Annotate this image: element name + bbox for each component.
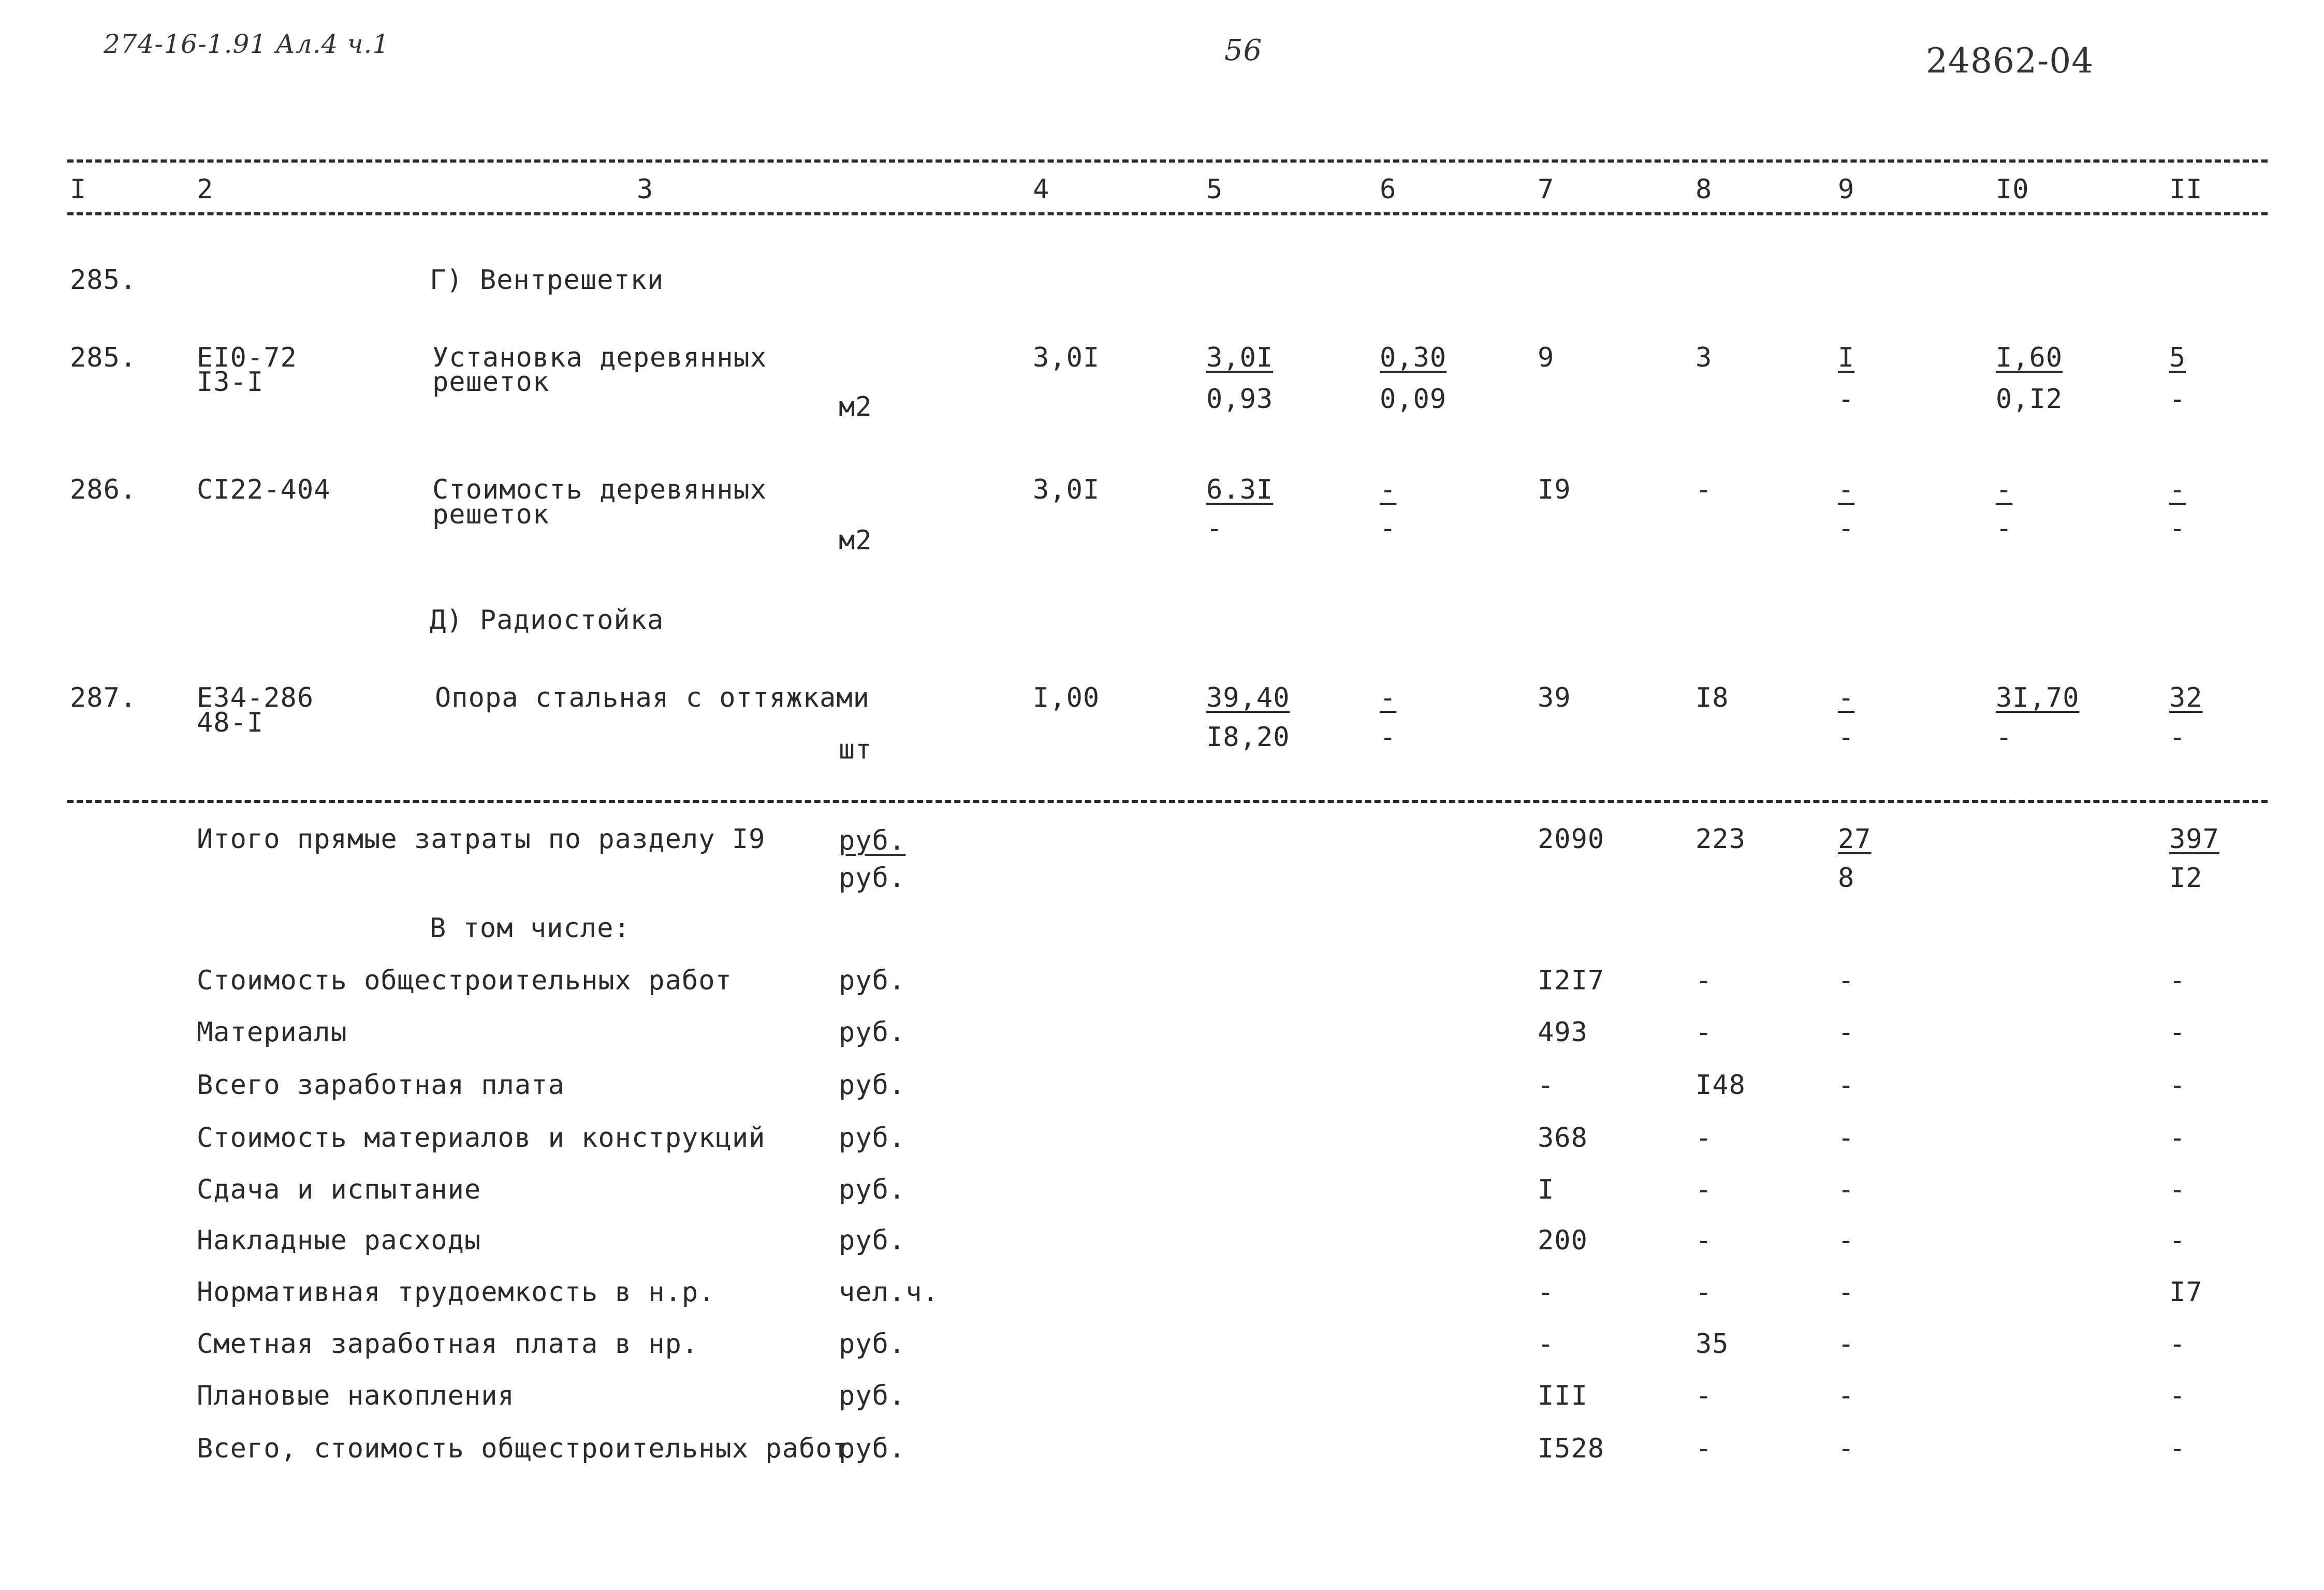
col11-value: 32 [2169,682,2203,713]
summary-col11: - [2169,1329,2186,1360]
summary-col7: - [1538,1070,1555,1101]
summary-unit: руб. [839,965,906,996]
col9-sub: - [1838,513,1855,544]
summary-col7: III [1538,1380,1588,1411]
quantity: 3,0I [1033,342,1100,373]
summary-col8: - [1696,965,1713,996]
summary-col9: - [1838,1174,1855,1205]
column-header: 9 [1838,174,1855,205]
col6-value: - [1380,474,1397,505]
unit: м2 [839,391,872,422]
summary-col8: - [1696,1433,1713,1464]
top-dashed-rule [67,159,2268,163]
summary-col9: - [1838,1380,1855,1411]
summary-unit: чел.ч. [839,1277,939,1308]
col8-value: 3 [1696,342,1713,373]
summary-col8: - [1696,1122,1713,1154]
summary-label: Стоимость общестроительных работ [197,965,732,996]
col7-value: I9 [1538,474,1571,505]
quantity: 3,0I [1033,474,1100,505]
total-col8: 223 [1696,824,1746,855]
summary-col7: - [1538,1277,1555,1308]
summary-unit: руб. [839,1174,906,1205]
summary-label: Накладные расходы [197,1225,481,1256]
total-col11: 397 [2169,824,2219,855]
summary-col8: 35 [1696,1329,1729,1360]
unit: м2 [839,525,872,556]
summary-col11: - [2169,1017,2186,1048]
col7-value: 39 [1538,682,1571,713]
document-number: 24862-04 [1926,41,2094,81]
item-name: Опора стальная с оттяжками [435,682,870,713]
col10-sub: 0,I2 [1996,384,2063,415]
col6-value: - [1380,682,1397,713]
col9-sub: - [1838,722,1855,753]
summary-col8: I48 [1696,1070,1746,1101]
summary-unit: руб. [839,1017,906,1048]
column-header: II [2169,174,2203,205]
total-label: Итого прямые затраты по разделу I9 [197,824,766,855]
summary-col8: - [1696,1017,1713,1048]
column-header: 8 [1696,174,1713,205]
col6-value: 0,30 [1380,342,1447,373]
section-title: Д) Радиостойка [430,605,664,636]
summary-col8: - [1696,1380,1713,1411]
col10-sub: - [1996,722,2013,753]
summary-unit: руб. [839,1070,906,1101]
row-number: 286. [70,474,137,505]
column-header: 4 [1033,174,1050,205]
summary-col7: - [1538,1329,1555,1360]
item-name-cont: решеток [432,367,550,398]
column-header: 5 [1206,174,1223,205]
col11-value: - [2169,474,2186,505]
col11-sub: - [2169,384,2186,415]
norm-code: Е34-286 [197,682,314,713]
summary-label: Всего заработная плата [197,1070,565,1101]
column-header: I0 [1996,174,2029,205]
norm-code-sub: 48-I [197,707,264,738]
col10-value: 3I,70 [1996,682,2080,713]
total-col9-sub: 8 [1838,863,1855,894]
total-unit-sub: руб. [839,863,906,894]
summary-col9: - [1838,1225,1855,1256]
summary-col9: - [1838,1017,1855,1048]
unit-cost-sub: I8,20 [1206,722,1290,753]
summary-col11: - [2169,1174,2186,1205]
summary-unit: руб. [839,1122,906,1154]
summary-col8: - [1696,1174,1713,1205]
summary-col7: I2I7 [1538,965,1605,996]
total-col7: 2090 [1538,824,1605,855]
col6-sub: - [1380,722,1397,753]
unit: шт [839,734,872,765]
summary-col11: - [2169,1070,2186,1101]
page-number: 56 [1224,34,1263,67]
summary-label: Сметная заработная плата в нр. [197,1329,699,1360]
including-label: В том числе: [430,913,631,944]
col9-value: I [1838,342,1855,373]
column-header: I [70,174,87,205]
summary-unit: руб. [839,1225,906,1256]
summary-col11: - [2169,1225,2186,1256]
section-end-dashed-rule [67,800,2268,803]
col10-value: I,60 [1996,342,2063,373]
summary-unit: руб. [839,1380,906,1411]
column-header: 6 [1380,174,1397,205]
summary-label: Стоимость материалов и конструкций [197,1122,766,1154]
col8-value: I8 [1696,682,1729,713]
item-name: Стоимость деревянных [432,474,767,505]
summary-col9: - [1838,1277,1855,1308]
quantity: I,00 [1033,682,1100,713]
col10-sub: - [1996,513,2013,544]
summary-col9: - [1838,1329,1855,1360]
norm-code: ЕI0-72 [197,342,297,373]
norm-code: СI22-404 [197,474,331,505]
total-col11-sub: I2 [2169,863,2203,894]
summary-unit: руб. [839,1433,906,1464]
summary-col9: - [1838,1070,1855,1101]
summary-col7: I528 [1538,1433,1605,1464]
column-header: 3 [637,174,654,205]
summary-col11: - [2169,1380,2186,1411]
summary-col7: 368 [1538,1122,1588,1154]
column-header: 7 [1538,174,1555,205]
col6-sub: 0,09 [1380,384,1447,415]
summary-col7: I [1538,1174,1555,1205]
summary-label: Сдача и испытание [197,1174,481,1205]
col9-sub: - [1838,384,1855,415]
summary-col9: - [1838,1122,1855,1154]
total-unit: руб. [839,825,906,856]
item-name-cont: решеток [432,499,550,530]
summary-unit: руб. [839,1329,906,1360]
col7-value: 9 [1538,342,1555,373]
summary-col11: I7 [2169,1277,2203,1308]
summary-label: Плановые накопления [197,1380,515,1411]
summary-col7: 200 [1538,1225,1588,1256]
summary-col11: - [2169,1122,2186,1154]
section-title: Г) Вентрешетки [430,265,664,296]
col8-value: - [1696,474,1713,505]
row-number: 285. [70,265,137,296]
col11-sub: - [2169,722,2186,753]
row-number: 285. [70,342,137,373]
handwritten-reference: 274-16-1.91 Ал.4 ч.1 [104,29,390,59]
column-header: 2 [197,174,214,205]
summary-label: Нормативная трудоемкость в н.р. [197,1277,715,1308]
col10-value: - [1996,474,2013,505]
summary-col7: 493 [1538,1017,1588,1048]
summary-label: Материалы [197,1017,347,1048]
col11-sub: - [2169,513,2186,544]
col9-value: - [1838,474,1855,505]
col6-sub: - [1380,513,1397,544]
summary-col8: - [1696,1277,1713,1308]
unit-cost-sub: - [1206,513,1223,544]
unit-cost: 39,40 [1206,682,1290,713]
total-col9: 27 [1838,824,1872,855]
summary-col9: - [1838,1433,1855,1464]
summary-col11: - [2169,965,2186,996]
summary-label: Всего, стоимость общестроительных работ [197,1433,849,1464]
unit-cost-sub: 0,93 [1206,384,1274,415]
summary-col8: - [1696,1225,1713,1256]
unit-cost: 6.3I [1206,474,1274,505]
header-bottom-dashed-rule [67,212,2268,215]
unit-cost: 3,0I [1206,342,1274,373]
item-name: Установка деревянных [432,342,767,373]
norm-code-sub: I3-I [197,367,264,398]
summary-col11: - [2169,1433,2186,1464]
summary-col9: - [1838,965,1855,996]
col9-value: - [1838,682,1855,713]
col11-value: 5 [2169,342,2186,373]
row-number: 287. [70,682,137,713]
